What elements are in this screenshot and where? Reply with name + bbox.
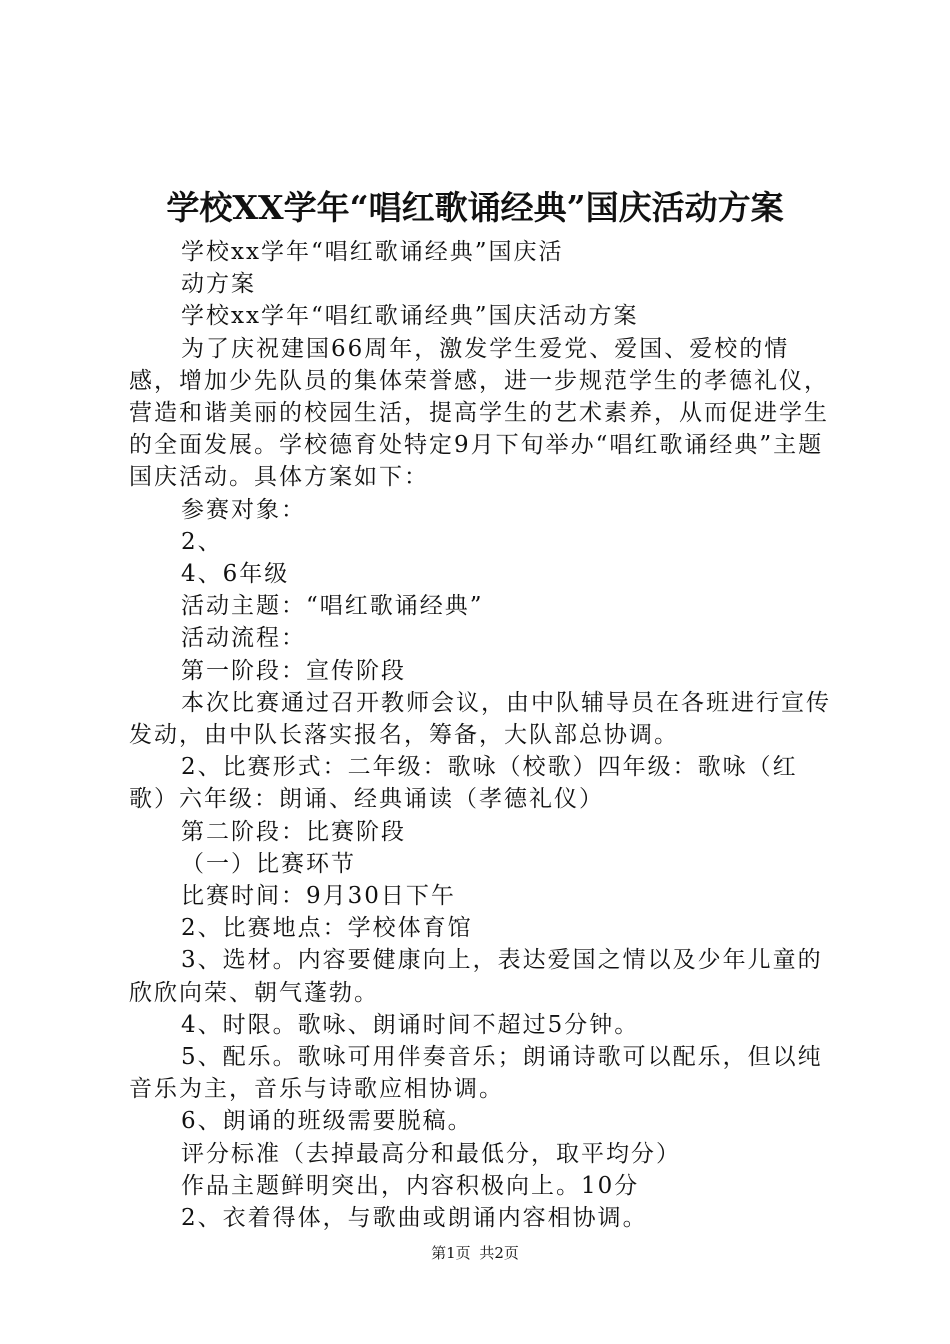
paragraph: 4、时限。歌咏、朗诵时间不超过5分钟。: [181, 1011, 640, 1038]
paragraph: 比赛时间：9月30日下午: [181, 883, 456, 910]
paragraph: 第一阶段：宣传阶段: [181, 657, 406, 684]
page-footer: [0, 1243, 950, 1263]
paragraph: 学校xx学年“唱红歌诵经典”国庆活动方案: [181, 303, 639, 330]
paragraph: 6、朗诵的班级需要脱稿。: [181, 1108, 473, 1135]
paragraph: 动方案: [181, 271, 256, 298]
paragraph: 本次比赛通过召开教师会议，由中队辅导员在各班进行宣传发动，由中队长落实报名，筹备，大队部总协调。: [129, 689, 831, 749]
paragraph: 学校xx学年“唱红歌诵经典”国庆活: [181, 239, 564, 265]
paragraph: 2、比赛地点：学校体育馆: [181, 915, 473, 942]
paragraph: 2、: [181, 528, 223, 555]
paragraph: 3、选材。内容要健康向上，表达爱国之情以及少年儿童的欣欣向荣、朝气蓬勃。: [129, 947, 823, 1006]
paragraph: 活动流程：: [181, 625, 306, 652]
document-body: [129, 236, 834, 1234]
paragraph: 4、6年级: [181, 561, 290, 588]
paragraph: 5、配乐。歌咏可用伴奏音乐；朗诵诗歌可以配乐，但以纯音乐为主，音乐与诗歌应相协调。: [129, 1044, 823, 1103]
paragraph: 参赛对象：: [181, 496, 306, 523]
paragraph: 作品主题鲜明突出，内容积极向上。10分: [181, 1172, 640, 1199]
paragraph: 第二阶段：比赛阶段: [181, 818, 406, 845]
page-total: 共2页: [479, 1244, 519, 1262]
paragraph: 活动主题：“唱红歌诵经典”: [181, 593, 484, 620]
paragraph: 2、比赛形式：二年级：歌咏（校歌）四年级：歌咏（红歌）六年级：朗诵、经典诵读（孝德礼仪）: [129, 754, 798, 813]
page-number: 第1页: [431, 1244, 471, 1262]
paragraph: 2、衣着得体，与歌曲或朗诵内容相协调。: [181, 1205, 648, 1232]
paragraph: 评分标准（去掉最高分和最低分，取平均分）: [181, 1140, 681, 1167]
document-title: 学校XX学年“唱红歌诵经典”国庆活动方案: [166, 188, 784, 227]
paragraph: （一）比赛环节: [181, 850, 356, 877]
paragraph: 为了庆祝建国66周年，激发学生爱党、爱国、爱校的情感，增加少先队员的集体荣誉感，进一步规范学生的孝德礼仪，营造和谐美丽的校园生活，提高学生的艺术素养，从而促进学生的全面发展。学校德育处特定9月下旬举办“唱红歌诵经典”主题国庆活动。具体方案如下：: [129, 335, 829, 491]
